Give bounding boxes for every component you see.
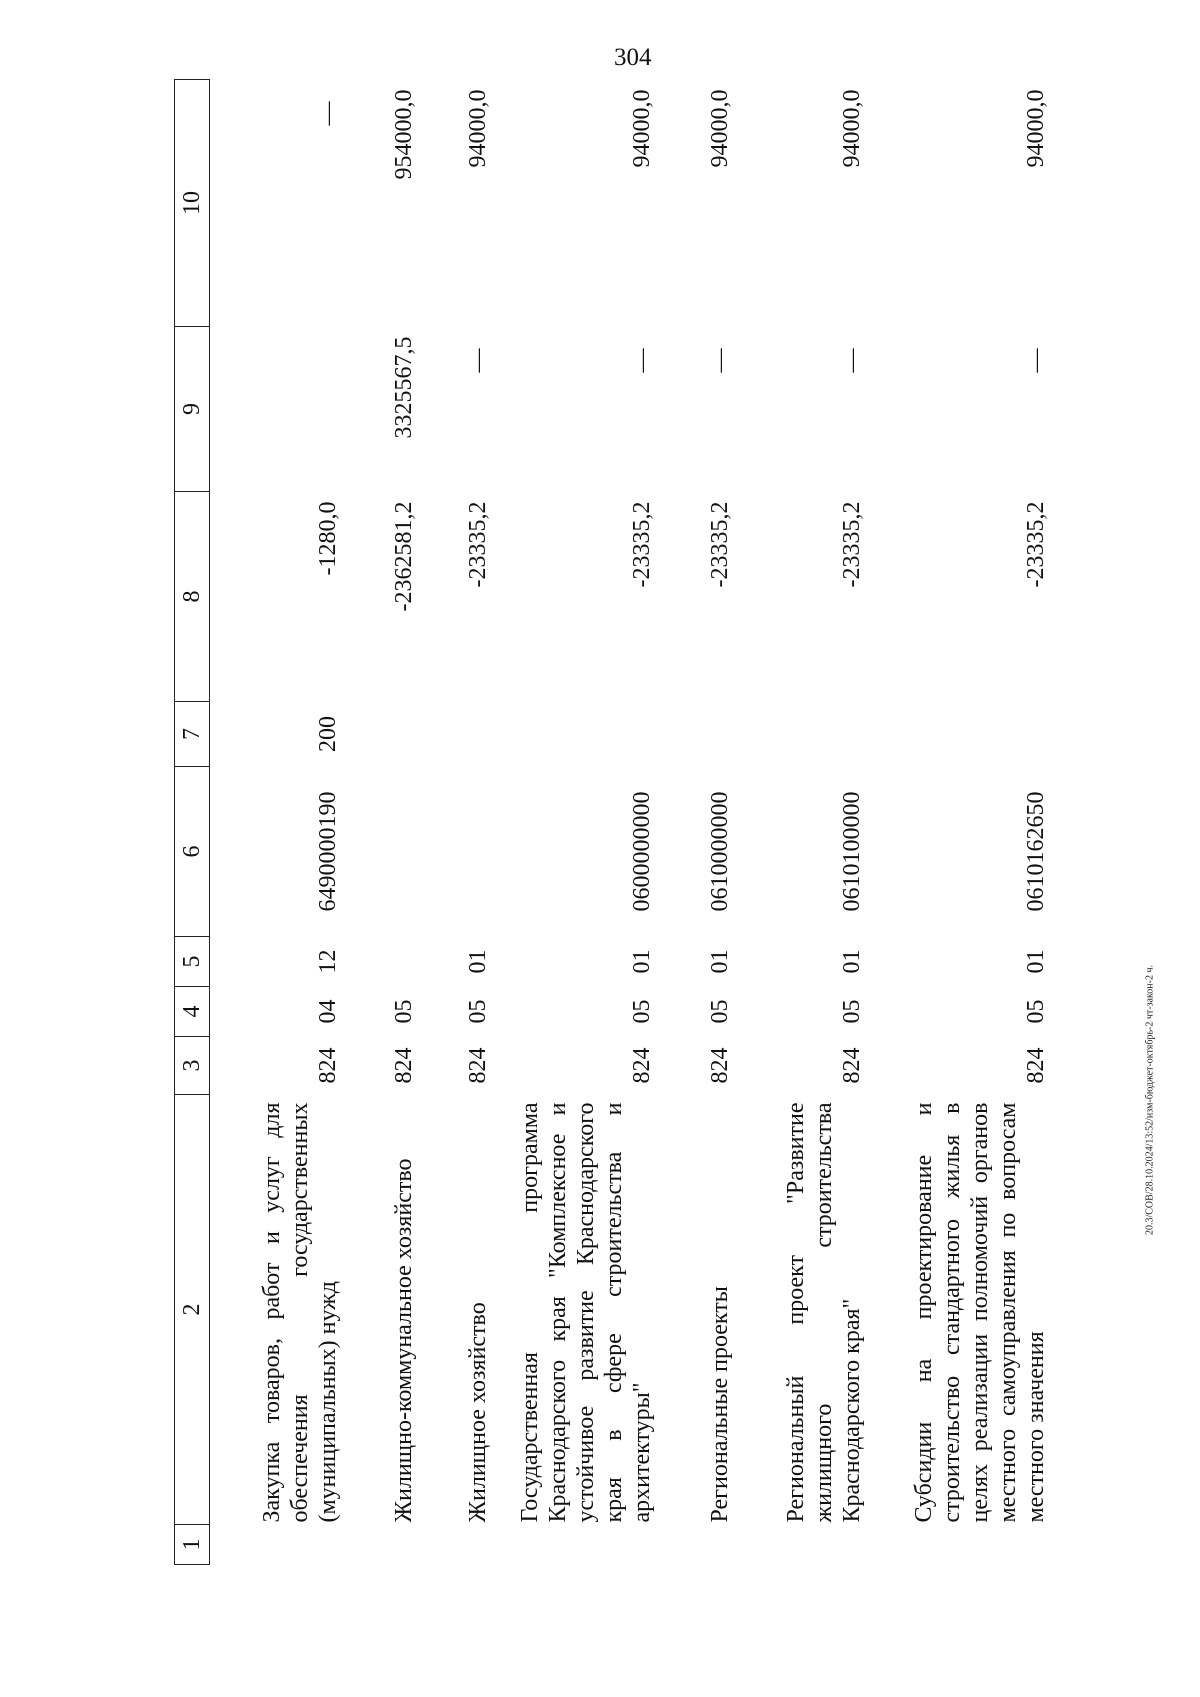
cell-col6: 0610100000 <box>838 791 865 912</box>
cell-col10: 94000,0 <box>1022 89 1049 168</box>
cell-col5 <box>348 937 422 987</box>
cell-col8: -23335,2 <box>1022 501 1049 588</box>
cell-col5: 01 <box>706 949 733 974</box>
column-header: 4 <box>175 987 210 1037</box>
cell-col6 <box>422 767 496 937</box>
cell-col10: 94000,0 <box>464 89 491 168</box>
cell-col4: 05 <box>628 999 655 1024</box>
cell-col6: 0610000000 <box>706 791 733 912</box>
cell-col5: 12 <box>314 949 341 974</box>
cell-col5: 01 <box>464 949 491 974</box>
cell-col4: 04 <box>314 999 341 1024</box>
column-header: 2 <box>175 1095 210 1525</box>
cell-col7 <box>738 702 870 767</box>
cell-col1 <box>660 1525 738 1565</box>
cell-col3: 824 <box>838 1047 865 1084</box>
cell-description: Жилищное хозяйство <box>464 1302 491 1523</box>
cell-col7: 200 <box>314 716 341 752</box>
column-header: 7 <box>175 702 210 767</box>
cell-col8: -23335,2 <box>706 501 733 588</box>
footer-note <box>1144 964 1156 1236</box>
cell-col9: 3325567,5 <box>390 336 417 439</box>
cell-col4: 05 <box>1022 999 1049 1024</box>
cell-col3: 824 <box>628 1047 655 1084</box>
cell-col8: -23335,2 <box>464 501 491 588</box>
column-header: 8 <box>175 492 210 702</box>
cell-col3: 824 <box>464 1047 491 1084</box>
cell-col4: 05 <box>464 999 491 1024</box>
cell-col6: 0610162650 <box>1022 791 1049 912</box>
cell-col8: -2362581,2 <box>390 501 417 612</box>
cell-col7 <box>660 702 738 767</box>
cell-col4: 05 <box>706 999 733 1024</box>
table-row <box>210 80 349 1565</box>
cell-col9: — <box>464 348 491 373</box>
cell-col5: 01 <box>1022 949 1049 974</box>
cell-description: Жилищно-коммунальное хозяйство <box>390 1158 417 1523</box>
cell-col6 <box>348 767 422 937</box>
cell-col4: 05 <box>390 999 417 1024</box>
column-header: 5 <box>175 937 210 987</box>
cell-col3: 824 <box>1022 1047 1049 1084</box>
column-header: 6 <box>175 767 210 937</box>
cell-col3: 824 <box>706 1047 733 1084</box>
column-header: 3 <box>175 1037 210 1095</box>
cell-col9: — <box>706 348 733 373</box>
cell-description: Государственная программа Краснодарского края "Комплексное и устойчивое развитие Краснодарского края в сфере строительства и архитектуры" <box>516 1102 655 1523</box>
cell-col1 <box>348 1525 422 1565</box>
cell-col7 <box>348 702 422 767</box>
cell-col7 <box>496 702 660 767</box>
cell-col9: — <box>628 348 655 373</box>
cell-col1 <box>496 1525 660 1565</box>
cell-col1 <box>210 1525 349 1565</box>
table-header-row <box>175 80 210 1565</box>
cell-col5: 01 <box>628 949 655 974</box>
cell-col3: 824 <box>314 1047 341 1084</box>
table-row <box>660 80 738 1565</box>
cell-col8: -23335,2 <box>838 501 865 588</box>
cell-col6: 6490000190 <box>314 791 341 912</box>
page-number: 304 <box>614 44 652 71</box>
column-header: 9 <box>175 327 210 492</box>
cell-col1 <box>870 1525 1058 1565</box>
table-row <box>422 80 496 1565</box>
cell-col8: -1280,0 <box>314 501 341 576</box>
cell-col10: 94000,0 <box>706 89 733 168</box>
cell-col6: 0600000000 <box>628 791 655 912</box>
table-row <box>496 80 660 1565</box>
table-row <box>738 80 870 1565</box>
cell-col9 <box>210 327 349 492</box>
cell-col10: 94000,0 <box>838 89 865 168</box>
cell-col7 <box>422 702 496 767</box>
cell-col1 <box>422 1525 496 1565</box>
footer-note-text: 20.3/СОВ/28.10.2024/13:52/изм-бюджет-октябрь-2 чт-закон-2 ч. <box>1144 964 1156 1236</box>
cell-col10: 954000,0 <box>390 89 417 180</box>
cell-col9: — <box>1022 348 1049 373</box>
column-header: 10 <box>175 80 210 327</box>
column-header: 1 <box>175 1525 210 1565</box>
table-row <box>870 80 1058 1565</box>
rotated-table-container <box>174 80 1054 1565</box>
cell-col7 <box>870 702 1058 767</box>
cell-col5: 01 <box>838 949 865 974</box>
cell-col9: — <box>838 348 865 373</box>
cell-description: Региональные проекты <box>706 1286 733 1523</box>
cell-col8: -23335,2 <box>628 501 655 588</box>
cell-col4: 05 <box>838 999 865 1024</box>
cell-description: Субсидии на проектирование и строительство стандартного жилья в целях реализации полномочий органов местного самоуправления по вопросам местного значения <box>910 1102 1049 1523</box>
cell-col10: — <box>314 101 341 126</box>
table-row <box>348 80 422 1565</box>
cell-description: Закупка товаров, работ и услуг для обеспечения государственных (муниципальных) нужд <box>258 1102 341 1523</box>
cell-description: Региональный проект "Развитие жилищного строительства Краснодарского края" <box>782 1102 865 1523</box>
budget-table <box>174 79 1058 1565</box>
cell-col1 <box>738 1525 870 1565</box>
cell-col3: 824 <box>390 1047 417 1084</box>
cell-col10: 94000,0 <box>628 89 655 168</box>
